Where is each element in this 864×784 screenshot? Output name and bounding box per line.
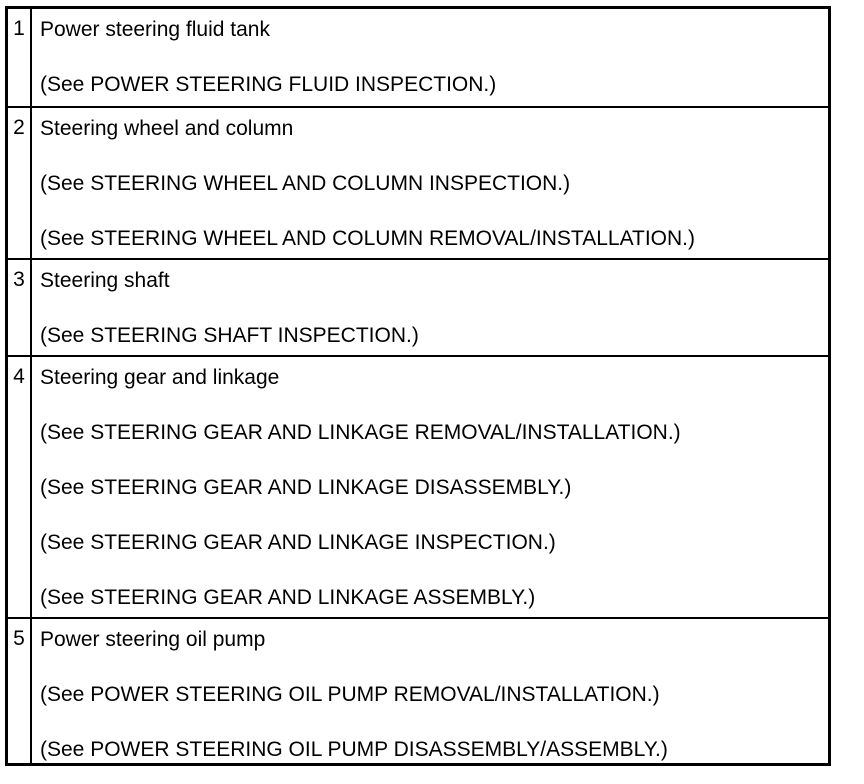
row-number: 1 xyxy=(8,9,32,106)
reference-link[interactable]: (See STEERING GEAR AND LINKAGE INSPECTION.) xyxy=(40,531,556,554)
reference-link[interactable]: (See POWER STEERING FLUID INSPECTION.) xyxy=(40,73,497,96)
row-content xyxy=(32,108,828,258)
row-number: 4 xyxy=(8,357,32,617)
reference-link[interactable]: (See STEERING WHEEL AND COLUMN REMOVAL/INSTALLATION.) xyxy=(40,227,696,250)
component-title: Power steering oil pump xyxy=(40,628,266,651)
table-row xyxy=(8,106,828,258)
reference-link[interactable]: (See POWER STEERING OIL PUMP DISASSEMBLY/ASSEMBLY.) xyxy=(40,738,668,761)
component-title: Steering wheel and column xyxy=(40,117,294,140)
table-row xyxy=(8,9,828,106)
row-content xyxy=(32,619,828,763)
reference-link[interactable]: (See STEERING GEAR AND LINKAGE REMOVAL/INSTALLATION.) xyxy=(40,421,681,444)
component-title: Steering shaft xyxy=(40,269,170,292)
row-content xyxy=(32,260,828,355)
row-number: 3 xyxy=(8,260,32,355)
row-number: 2 xyxy=(8,108,32,258)
row-number: 5 xyxy=(8,619,32,763)
row-content xyxy=(32,9,828,106)
reference-link[interactable]: (See STEERING GEAR AND LINKAGE ASSEMBLY.) xyxy=(40,586,536,609)
component-table xyxy=(5,6,831,766)
table-row xyxy=(8,355,828,617)
table-row xyxy=(8,617,828,763)
reference-link[interactable]: (See STEERING GEAR AND LINKAGE DISASSEMBLY.) xyxy=(40,476,572,499)
row-content xyxy=(32,357,828,617)
component-title: Power steering fluid tank xyxy=(40,18,270,41)
reference-link[interactable]: (See STEERING WHEEL AND COLUMN INSPECTION.) xyxy=(40,172,571,195)
table-row xyxy=(8,258,828,355)
reference-link[interactable]: (See POWER STEERING OIL PUMP REMOVAL/INSTALLATION.) xyxy=(40,683,660,706)
component-title: Steering gear and linkage xyxy=(40,366,280,389)
reference-link[interactable]: (See STEERING SHAFT INSPECTION.) xyxy=(40,324,419,347)
